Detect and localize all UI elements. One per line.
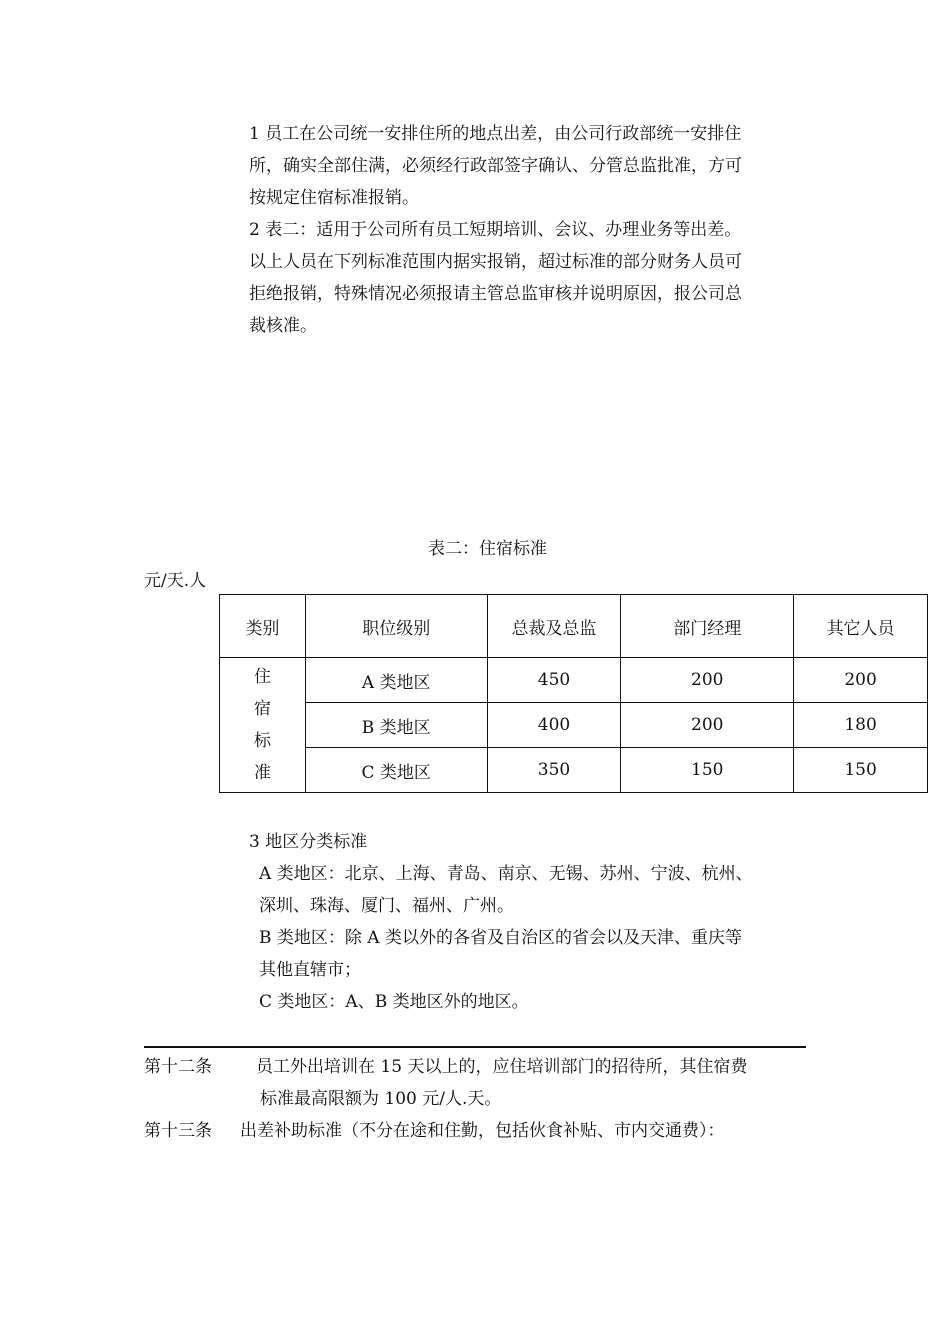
header-category: 类别 xyxy=(220,595,306,658)
intro-line: 裁核准。 xyxy=(249,316,317,336)
intro-line: 2 表二：适用于公司所有员工短期培训、会议、办理业务等出差。 xyxy=(249,220,742,240)
table-caption: 表二：住宿标准 xyxy=(428,539,547,559)
accommodation-standard-table xyxy=(219,594,928,793)
article-13 xyxy=(144,1115,725,1147)
header-exec: 总裁及总监 xyxy=(487,595,621,658)
cell-region: C 类地区 xyxy=(305,748,487,793)
cell-other: 200 xyxy=(794,658,928,703)
article-12-number: 第十二条 xyxy=(144,1057,212,1077)
table-row xyxy=(220,748,928,793)
intro-line: 按规定住宿标准报销。 xyxy=(249,188,419,208)
table-row xyxy=(220,703,928,748)
header-position-level: 职位级别 xyxy=(305,595,487,658)
cell-region: B 类地区 xyxy=(305,703,487,748)
intro-line: 1 员工在公司统一安排住所的地点出差，由公司行政部统一安排住 xyxy=(249,124,742,144)
article-12 xyxy=(144,1051,747,1083)
header-manager: 部门经理 xyxy=(621,595,794,658)
article-12-text: 员工外出培训在 15 天以上的，应住培训部门的招待所，其住宿费 xyxy=(256,1057,748,1077)
intro-line: 所，确实全部住满，必须经行政部签字确认、分管总监批准，方可 xyxy=(249,156,742,176)
cell-exec: 350 xyxy=(487,748,621,793)
cell-manager: 200 xyxy=(621,658,794,703)
cell-other: 150 xyxy=(794,748,928,793)
region-classification xyxy=(249,826,819,1018)
table-header-row xyxy=(220,595,928,658)
region-a-line: A 类地区：北京、上海、青岛、南京、无锡、苏州、宁波、杭州、 xyxy=(259,864,753,884)
cell-exec: 450 xyxy=(487,658,621,703)
article-12-continuation: 标准最高限额为 100 元/人.天。 xyxy=(260,1089,502,1109)
cell-region: A 类地区 xyxy=(305,658,487,703)
table-unit: 元/天.人 xyxy=(144,571,207,591)
intro-paragraphs xyxy=(249,118,809,342)
header-other: 其它人员 xyxy=(794,595,928,658)
region-c-line: C 类地区：A、B 类地区外的地区。 xyxy=(259,992,529,1012)
intro-line: 拒绝报销，特殊情况必须报请主管总监审核并说明原因，报公司总 xyxy=(249,284,742,304)
section-divider xyxy=(144,1046,806,1048)
article-13-text: 出差补助标准（不分在途和住勤，包括伙食补贴、市内交通费）： xyxy=(240,1121,725,1141)
region-b-line: 其他直辖市； xyxy=(259,960,361,980)
region-b-line: B 类地区：除 A 类以外的各省及自治区的省会以及天津、重庆等 xyxy=(259,928,742,948)
table-row xyxy=(220,658,928,703)
cell-exec: 400 xyxy=(487,703,621,748)
cell-manager: 200 xyxy=(621,703,794,748)
article-13-number: 第十三条 xyxy=(144,1121,212,1141)
region-title: 3 地区分类标准 xyxy=(249,832,368,852)
intro-line: 以上人员在下列标准范围内据实报销，超过标准的部分财务人员可 xyxy=(249,252,742,272)
cell-manager: 150 xyxy=(621,748,794,793)
cell-other: 180 xyxy=(794,703,928,748)
region-a-line: 深圳、珠海、厦门、福州、广州。 xyxy=(259,896,514,916)
row-group-label: 住 宿 标 准 xyxy=(220,658,306,793)
